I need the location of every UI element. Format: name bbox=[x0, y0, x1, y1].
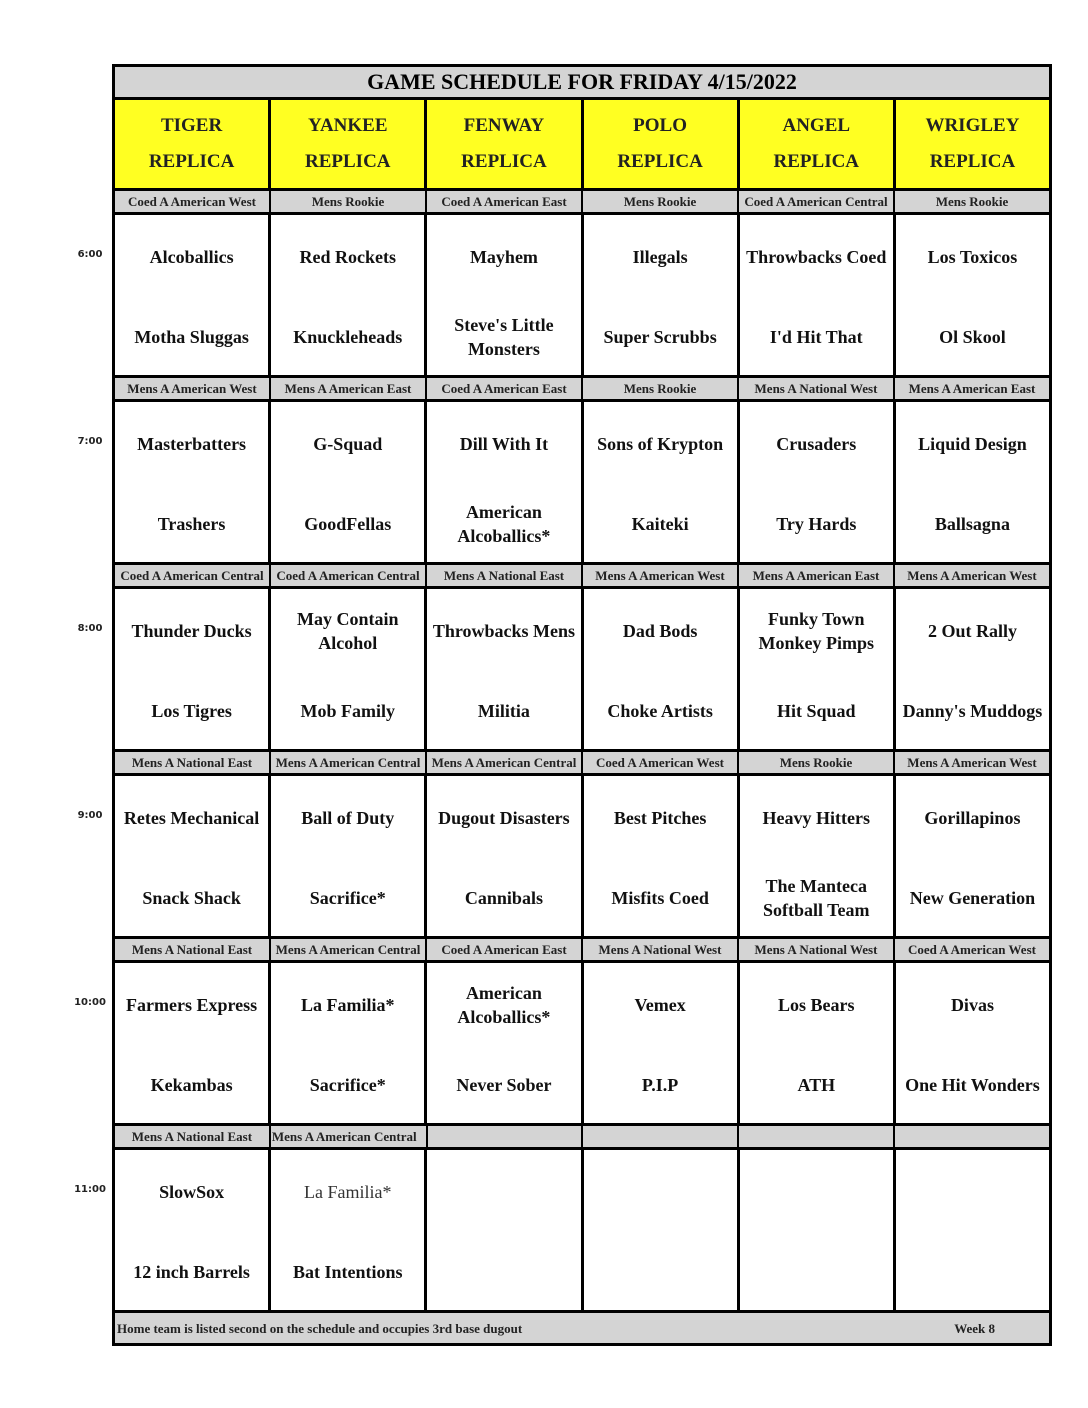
division-label: Mens A American Central bbox=[427, 752, 583, 773]
division-label: Mens Rookie bbox=[583, 191, 739, 212]
division-label: Mens Rookie bbox=[935, 194, 1009, 209]
home-team: Bat Intentions bbox=[292, 1262, 403, 1282]
game-cell bbox=[896, 589, 1049, 749]
game-cell bbox=[427, 402, 583, 562]
field-header-angel bbox=[740, 100, 896, 188]
home-team: Misfits Coed bbox=[611, 888, 709, 908]
away-team: Dugout Disasters bbox=[438, 808, 570, 828]
time-slot-block bbox=[115, 378, 1049, 565]
games-row bbox=[115, 963, 1049, 1123]
game-cell bbox=[271, 776, 427, 936]
field-name: ANGEL bbox=[782, 115, 851, 136]
home-team: GoodFellas bbox=[304, 514, 392, 534]
schedule-title: GAME SCHEDULE FOR FRIDAY 4/15/2022 bbox=[115, 67, 1049, 100]
home-team bbox=[896, 1244, 1049, 1300]
home-team: Super Scrubbs bbox=[603, 327, 717, 347]
time-label: 10:00 bbox=[74, 997, 106, 1008]
home-team: Motha Sluggas bbox=[134, 327, 249, 347]
game-cell bbox=[740, 776, 896, 936]
home-team: I'd Hit That bbox=[769, 327, 863, 347]
field-header-tiger bbox=[115, 100, 271, 188]
home-team: Sacrifice* bbox=[309, 888, 386, 908]
home-team: Cannibals bbox=[464, 888, 543, 908]
division-label: Mens A National West bbox=[739, 939, 895, 960]
away-team: 2 Out Rally bbox=[927, 621, 1017, 641]
division-row bbox=[115, 378, 1049, 402]
game-cell bbox=[115, 963, 271, 1123]
away-team bbox=[584, 1164, 737, 1220]
away-team: American Alcoballics* bbox=[457, 983, 551, 1027]
game-cell bbox=[271, 963, 427, 1123]
division-label: Mens A National East bbox=[115, 752, 271, 773]
field-name: FENWAY bbox=[463, 115, 545, 136]
game-cell bbox=[584, 776, 740, 936]
away-team: La Familia* bbox=[301, 995, 395, 1015]
division-label: Coed A American East bbox=[427, 378, 583, 399]
home-team: Kaiteki bbox=[631, 514, 689, 534]
time-label: 9:00 bbox=[77, 810, 103, 821]
away-team: Throwbacks Coed bbox=[746, 247, 887, 267]
time-slot-block bbox=[115, 939, 1049, 1126]
away-team: Best Pitches bbox=[613, 808, 707, 828]
away-team: Ball of Duty bbox=[301, 808, 395, 828]
game-cell bbox=[271, 215, 427, 375]
field-sub: REPLICA bbox=[929, 151, 1016, 172]
game-cell bbox=[584, 1150, 740, 1310]
game-cell bbox=[427, 776, 583, 936]
division-row bbox=[115, 191, 1049, 215]
away-team: G-Squad bbox=[313, 434, 383, 454]
game-cell bbox=[740, 215, 896, 375]
game-cell bbox=[896, 963, 1049, 1123]
home-team: Steve's Little Monsters bbox=[454, 315, 554, 359]
home-team: American Alcoballics* bbox=[457, 502, 551, 546]
division-label: Mens A American West bbox=[115, 378, 271, 399]
field-name: POLO bbox=[633, 115, 688, 136]
division-row bbox=[115, 939, 1049, 963]
game-cell bbox=[115, 1150, 271, 1310]
field-name: YANKEE bbox=[307, 115, 388, 136]
game-cell bbox=[740, 402, 896, 562]
division-label: Mens Rookie bbox=[739, 752, 895, 773]
away-team: Los Bears bbox=[778, 995, 855, 1015]
away-team: Masterbatters bbox=[137, 434, 247, 454]
division-label: Mens A National East bbox=[427, 565, 583, 586]
away-team: Vemex bbox=[634, 995, 686, 1015]
home-team: 12 inch Barrels bbox=[133, 1262, 250, 1282]
division-label: Mens A American West bbox=[583, 565, 739, 586]
games-row bbox=[115, 1150, 1049, 1310]
game-cell bbox=[115, 776, 271, 936]
home-team: Trashers bbox=[157, 514, 226, 534]
games-row bbox=[115, 776, 1049, 936]
time-slot-block bbox=[115, 752, 1049, 939]
home-team: The Manteca Softball Team bbox=[763, 876, 870, 920]
division-label: Coed A American West bbox=[908, 942, 1036, 957]
division-label: Mens A American West bbox=[907, 755, 1037, 770]
field-sub: REPLICA bbox=[148, 151, 235, 172]
game-cell bbox=[427, 1150, 583, 1310]
game-cell bbox=[896, 1150, 1049, 1310]
home-team: Kekambas bbox=[150, 1075, 233, 1095]
home-team: Try Hards bbox=[776, 514, 857, 534]
division-label bbox=[583, 1126, 739, 1147]
schedule-table bbox=[112, 64, 1052, 1346]
away-team: Alcoballics bbox=[149, 247, 234, 267]
home-team: Snack Shack bbox=[142, 888, 241, 908]
division-label bbox=[895, 1126, 1049, 1147]
home-team bbox=[584, 1244, 737, 1300]
game-cell bbox=[740, 589, 896, 749]
division-label: Mens A American Central bbox=[271, 1126, 428, 1147]
division-label: Mens A American East bbox=[271, 378, 427, 399]
game-cell bbox=[271, 1150, 427, 1310]
division-label bbox=[428, 1126, 584, 1147]
away-team: La Familia* bbox=[304, 1182, 392, 1202]
game-cell bbox=[584, 963, 740, 1123]
week-label: Week 8 bbox=[954, 1321, 995, 1336]
games-row bbox=[115, 589, 1049, 749]
field-sub: REPLICA bbox=[305, 151, 391, 172]
home-team: Hit Squad bbox=[777, 701, 856, 721]
away-team: Red Rockets bbox=[299, 247, 396, 267]
home-team: Militia bbox=[477, 701, 530, 721]
division-label: Mens A National East bbox=[115, 939, 271, 960]
game-cell bbox=[740, 1150, 896, 1310]
home-team bbox=[740, 1244, 893, 1300]
away-team: Dad Bods bbox=[622, 621, 698, 641]
away-team bbox=[427, 1164, 580, 1220]
division-label: Mens A American East bbox=[908, 381, 1036, 396]
away-team: Liquid Design bbox=[918, 434, 1027, 454]
away-team: Los Toxicos bbox=[927, 247, 1018, 267]
home-team bbox=[427, 1244, 580, 1300]
field-header-polo bbox=[584, 100, 740, 188]
home-team: Mob Family bbox=[300, 701, 395, 721]
game-cell bbox=[427, 215, 583, 375]
away-team: Illegals bbox=[632, 247, 688, 267]
division-label bbox=[739, 1126, 895, 1147]
game-cell bbox=[740, 963, 896, 1123]
game-cell bbox=[584, 589, 740, 749]
field-sub: REPLICA bbox=[461, 151, 547, 172]
games-row bbox=[115, 402, 1049, 562]
division-label: Mens A National West bbox=[583, 939, 739, 960]
home-team: Never Sober bbox=[456, 1075, 552, 1095]
home-team: Knuckleheads bbox=[293, 327, 403, 347]
time-label: 8:00 bbox=[77, 623, 103, 634]
game-cell bbox=[896, 402, 1049, 562]
away-team: Heavy Hitters bbox=[762, 808, 870, 828]
home-team: Ballsagna bbox=[934, 514, 1010, 534]
time-slot-block bbox=[115, 565, 1049, 752]
home-team: ATH bbox=[797, 1075, 836, 1095]
division-label: Coed A American East bbox=[427, 191, 583, 212]
time-label: 7:00 bbox=[77, 436, 103, 447]
division-row bbox=[115, 752, 1049, 776]
games-row bbox=[115, 215, 1049, 375]
game-cell bbox=[584, 402, 740, 562]
time-slot-block bbox=[115, 1126, 1049, 1313]
game-cell bbox=[427, 963, 583, 1123]
division-row bbox=[115, 1126, 1049, 1150]
away-team: Throwbacks Mens bbox=[432, 621, 576, 641]
division-label: Coed A American Central bbox=[115, 565, 271, 586]
away-team: Gorillapinos bbox=[924, 808, 1021, 828]
away-team: Crusaders bbox=[776, 434, 857, 454]
division-label: Mens A American Central bbox=[271, 752, 427, 773]
field-name: TIGER bbox=[160, 115, 223, 136]
footer-note: Home team is listed second on the schedule and occupies 3rd base dugout bbox=[117, 1321, 523, 1336]
field-name: WRIGLEY bbox=[925, 115, 1020, 136]
game-cell bbox=[896, 215, 1049, 375]
home-team: P.I.P bbox=[641, 1075, 679, 1095]
home-team: Ol Skool bbox=[939, 327, 1006, 347]
division-label: Coed A American West bbox=[583, 752, 739, 773]
game-cell bbox=[584, 215, 740, 375]
division-label: Mens A American Central bbox=[271, 939, 427, 960]
time-label: 11:00 bbox=[74, 1184, 106, 1195]
division-label: Mens A American East bbox=[739, 565, 895, 586]
away-team: Funky Town Monkey Pimps bbox=[758, 609, 875, 653]
home-team: New Generation bbox=[909, 888, 1036, 908]
division-label: Coed A American West bbox=[115, 191, 271, 212]
game-cell bbox=[896, 776, 1049, 936]
division-label: Mens A American West bbox=[907, 568, 1037, 583]
away-team: Sons of Krypton bbox=[597, 434, 724, 454]
away-team: Thunder Ducks bbox=[131, 621, 252, 641]
away-team: Mayhem bbox=[469, 247, 538, 267]
away-team: Divas bbox=[950, 995, 994, 1015]
field-header-yankee bbox=[271, 100, 427, 188]
home-team: Choke Artists bbox=[607, 701, 713, 721]
field-sub: REPLICA bbox=[617, 151, 703, 172]
division-label: Coed A American Central bbox=[271, 565, 427, 586]
division-label: Mens A National West bbox=[739, 378, 895, 399]
division-row bbox=[115, 565, 1049, 589]
field-header-wrigley bbox=[896, 100, 1049, 188]
game-cell bbox=[271, 402, 427, 562]
division-label: Mens Rookie bbox=[583, 378, 739, 399]
time-slots bbox=[115, 191, 1049, 1313]
field-sub: REPLICA bbox=[773, 151, 860, 172]
division-label: Mens Rookie bbox=[271, 191, 427, 212]
footer-row bbox=[115, 1313, 1049, 1343]
home-team: Danny's Muddogs bbox=[902, 701, 1043, 721]
time-slot-block bbox=[115, 191, 1049, 378]
division-label: Mens A National East bbox=[115, 1126, 271, 1147]
away-team bbox=[740, 1164, 893, 1220]
away-team: SlowSox bbox=[159, 1182, 225, 1202]
game-cell bbox=[271, 589, 427, 749]
time-label: 6:00 bbox=[77, 249, 103, 260]
home-team: One Hit Wonders bbox=[905, 1075, 1040, 1095]
game-cell bbox=[115, 215, 271, 375]
game-cell bbox=[115, 589, 271, 749]
away-team: May Contain Alcohol bbox=[297, 609, 399, 653]
away-team: Retes Mechanical bbox=[123, 808, 260, 828]
game-cell bbox=[427, 589, 583, 749]
division-label: Coed A American East bbox=[427, 939, 583, 960]
away-team: Farmers Express bbox=[126, 995, 258, 1015]
away-team: Dill With It bbox=[459, 434, 549, 454]
home-team: Los Tigres bbox=[151, 701, 232, 721]
away-team bbox=[896, 1164, 1049, 1220]
division-label: Coed A American Central bbox=[739, 191, 895, 212]
home-team: Sacrifice* bbox=[309, 1075, 386, 1095]
game-cell bbox=[115, 402, 271, 562]
field-header-fenway bbox=[427, 100, 583, 188]
field-header-row bbox=[115, 100, 1049, 191]
